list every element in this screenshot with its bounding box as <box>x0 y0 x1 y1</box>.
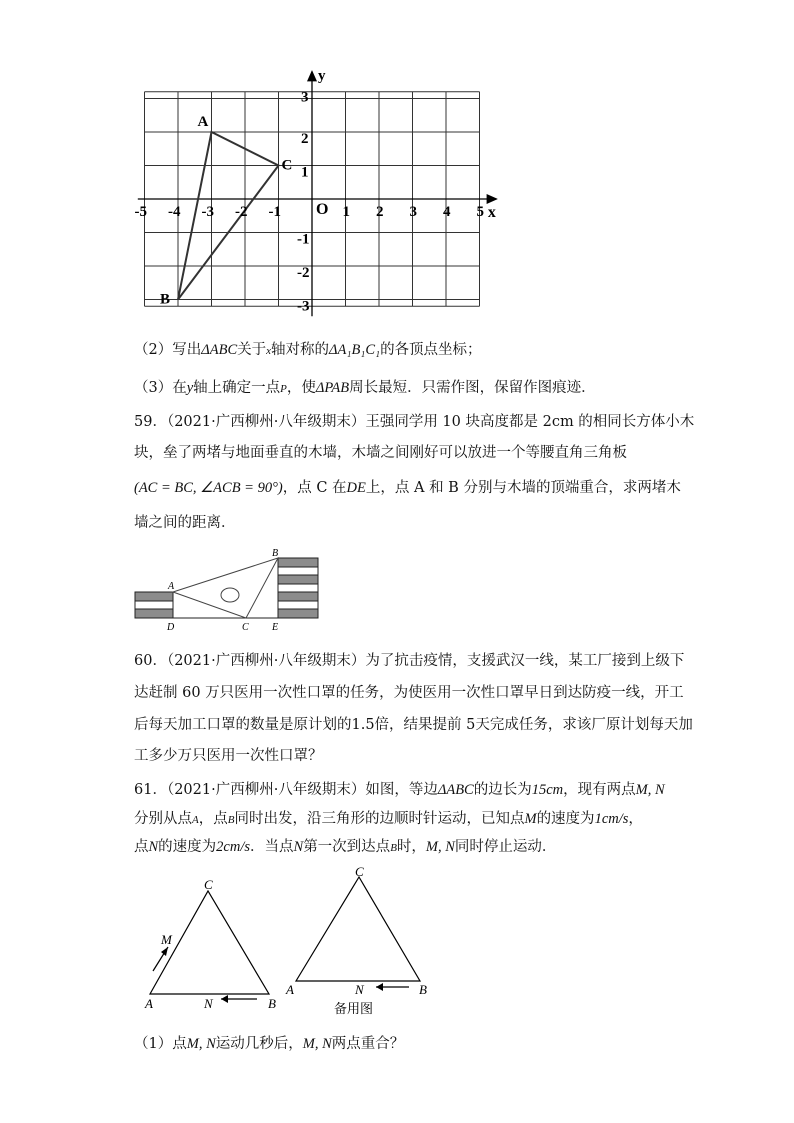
x-tick-label: -5 <box>134 204 147 220</box>
q61-line3 <box>134 837 556 858</box>
q61-figure-1 <box>135 872 295 1012</box>
x-tick-label: 1 <box>342 204 350 220</box>
text: 轴对称的 <box>271 342 330 358</box>
text: 同时出发，沿三角形的边顺时针运动，已知点 <box>234 811 525 827</box>
axes <box>138 72 496 317</box>
text: 运动几秒后， <box>215 1036 303 1052</box>
label-d: D <box>167 622 175 633</box>
q58-part2 <box>134 340 482 361</box>
math: A <box>192 814 199 826</box>
q59-line3 <box>134 478 681 498</box>
label-c: C <box>355 864 364 879</box>
text: 的各顶点坐标； <box>380 342 482 358</box>
x-tick-label: 5 <box>476 204 484 220</box>
math: ΔABC <box>201 342 238 358</box>
label-c: C <box>204 877 213 892</box>
triangle <box>296 877 420 981</box>
m-arrow-head <box>161 947 168 956</box>
text: 的速度为 <box>536 811 595 827</box>
q61-line2 <box>134 809 643 830</box>
q60-line2: 达赶制 60 万只医用一次性口罩的任务，为使医用一次性口罩早日到达防疫一线，开工 <box>134 685 684 701</box>
y-tick-label: -3 <box>297 298 310 315</box>
x-tick-labels <box>135 204 485 220</box>
math: x <box>266 345 272 357</box>
text: 分别从点 <box>134 811 192 827</box>
y-tick-labels <box>297 90 310 315</box>
x-axis-label: x <box>487 204 496 221</box>
label-b: B <box>268 996 276 1011</box>
text: 周长最短．只需作图，保留作图痕迹． <box>349 380 596 396</box>
math: M, N <box>635 782 665 798</box>
text: 上，点 A 和 B 分别与木墙的顶端重合，求两堵木 <box>365 480 681 496</box>
y-axis-label: y <box>318 68 326 85</box>
label-a: A <box>286 982 294 997</box>
label-b: B <box>419 982 427 997</box>
origin-label: O <box>316 201 329 218</box>
y-tick-label: 1 <box>301 164 309 181</box>
math: ΔABC <box>437 782 474 798</box>
math: M, N <box>425 839 455 855</box>
text: 两点重合？ <box>331 1036 405 1052</box>
y-axis-arrow <box>308 72 316 81</box>
right-wall <box>278 558 318 618</box>
math: DE <box>346 480 366 496</box>
q59-figure <box>130 545 330 635</box>
q59-line2: 块，垒了两堵与地面垂直的木墙，木墙之间刚好可以放进一个等腰直角三角板 <box>134 445 627 461</box>
q61-part1 <box>134 1034 404 1054</box>
text: 的边长为 <box>473 782 532 798</box>
label-e: E <box>272 622 279 633</box>
text: （3）在 <box>134 380 187 396</box>
x-tick-label: -1 <box>268 204 281 220</box>
label-a: A <box>145 996 153 1011</box>
label-b: B <box>272 548 279 559</box>
x-tick-label: 3 <box>409 204 417 220</box>
text: 轴上确定一点 <box>193 380 281 396</box>
label-n: N <box>204 996 213 1011</box>
triangle-board <box>173 558 278 618</box>
text: 时， <box>396 839 426 855</box>
y-tick-label: 3 <box>301 89 309 106</box>
text: 第一次到达点 <box>303 839 391 855</box>
label-a: A <box>168 581 175 592</box>
x-tick-label: -4 <box>168 204 181 220</box>
q59-line1: 59．（2021·广西柳州·八年级期末）王强同学用 10 块高度都是 2cm 的相同长方体小木 <box>134 414 695 430</box>
x-tick-label: 4 <box>443 204 451 220</box>
label-m: M <box>161 932 172 947</box>
text: ，点 <box>198 811 228 827</box>
math: M, N <box>186 1036 216 1052</box>
q61-figure-2 <box>282 860 442 1025</box>
vertex-label-c: C <box>281 157 293 174</box>
text: （1）点 <box>134 1036 187 1052</box>
math: (AC = BC, ∠ACB = 90°) <box>134 480 283 496</box>
q61-line1 <box>134 780 665 800</box>
x-tick-label: -2 <box>235 204 248 220</box>
math: M <box>524 811 537 827</box>
math: N <box>148 839 159 855</box>
label-c: C <box>242 622 249 633</box>
math: P <box>280 383 287 395</box>
q60-line1: 60．（2021·广西柳州·八年级期末）为了抗击疫情，支援武汉一线，某工厂接到上级下 <box>134 653 685 669</box>
y-tick-label: -2 <box>297 265 310 281</box>
math: ΔPAB <box>315 380 350 396</box>
vertex-label-b: B <box>160 291 171 308</box>
triangle-abc <box>178 132 279 300</box>
math: B <box>390 842 397 854</box>
text: 点 <box>134 839 149 855</box>
n-arrow-head <box>221 995 228 1003</box>
x-tick-label: -3 <box>201 204 214 220</box>
q60-line3: 后每天加工口罩的数量是原计划的1.5倍，结果提前 5天完成任务，求该厂原计划每天加 <box>134 717 693 733</box>
text: （2）写出 <box>134 342 202 358</box>
text: ， <box>628 811 643 827</box>
x-tick-label: 2 <box>376 204 384 220</box>
y-tick-label: 2 <box>301 131 309 147</box>
math: B <box>227 814 235 826</box>
left-wall <box>135 592 173 618</box>
math: 15cm <box>531 782 564 798</box>
q59-line4: 墙之间的距离． <box>134 515 236 531</box>
coordinate-graph <box>0 0 794 330</box>
math: N <box>293 839 304 855</box>
q60-line4: 工多少万只医用一次性口罩？ <box>134 748 323 764</box>
text: 61．（2021·广西柳州·八年级期末）如图，等边 <box>134 782 438 798</box>
math: y <box>186 380 194 396</box>
figure-caption: 备用图 <box>334 1002 374 1017</box>
text: ．当点 <box>250 839 294 855</box>
math: M, N <box>302 1036 332 1052</box>
y-tick-label: -1 <box>297 231 310 248</box>
vertex-label-a: A <box>197 114 209 130</box>
math: ΔA₁B₁C₁ <box>329 342 381 358</box>
x-axis-arrow <box>487 195 496 203</box>
q58-part3 <box>134 378 596 399</box>
label-n: N <box>355 982 364 997</box>
text: 同时停止运动． <box>454 839 557 855</box>
text: 关于 <box>237 342 267 358</box>
math: 1cm/s <box>594 811 629 827</box>
n-arrow-head <box>376 983 383 991</box>
text: 的速度为 <box>158 839 217 855</box>
text: ，点 C 在 <box>282 480 347 496</box>
text: ，使 <box>286 380 316 396</box>
board-hole <box>221 588 239 602</box>
math: 2cm/s <box>216 839 251 855</box>
text: ，现有两点 <box>563 782 636 798</box>
